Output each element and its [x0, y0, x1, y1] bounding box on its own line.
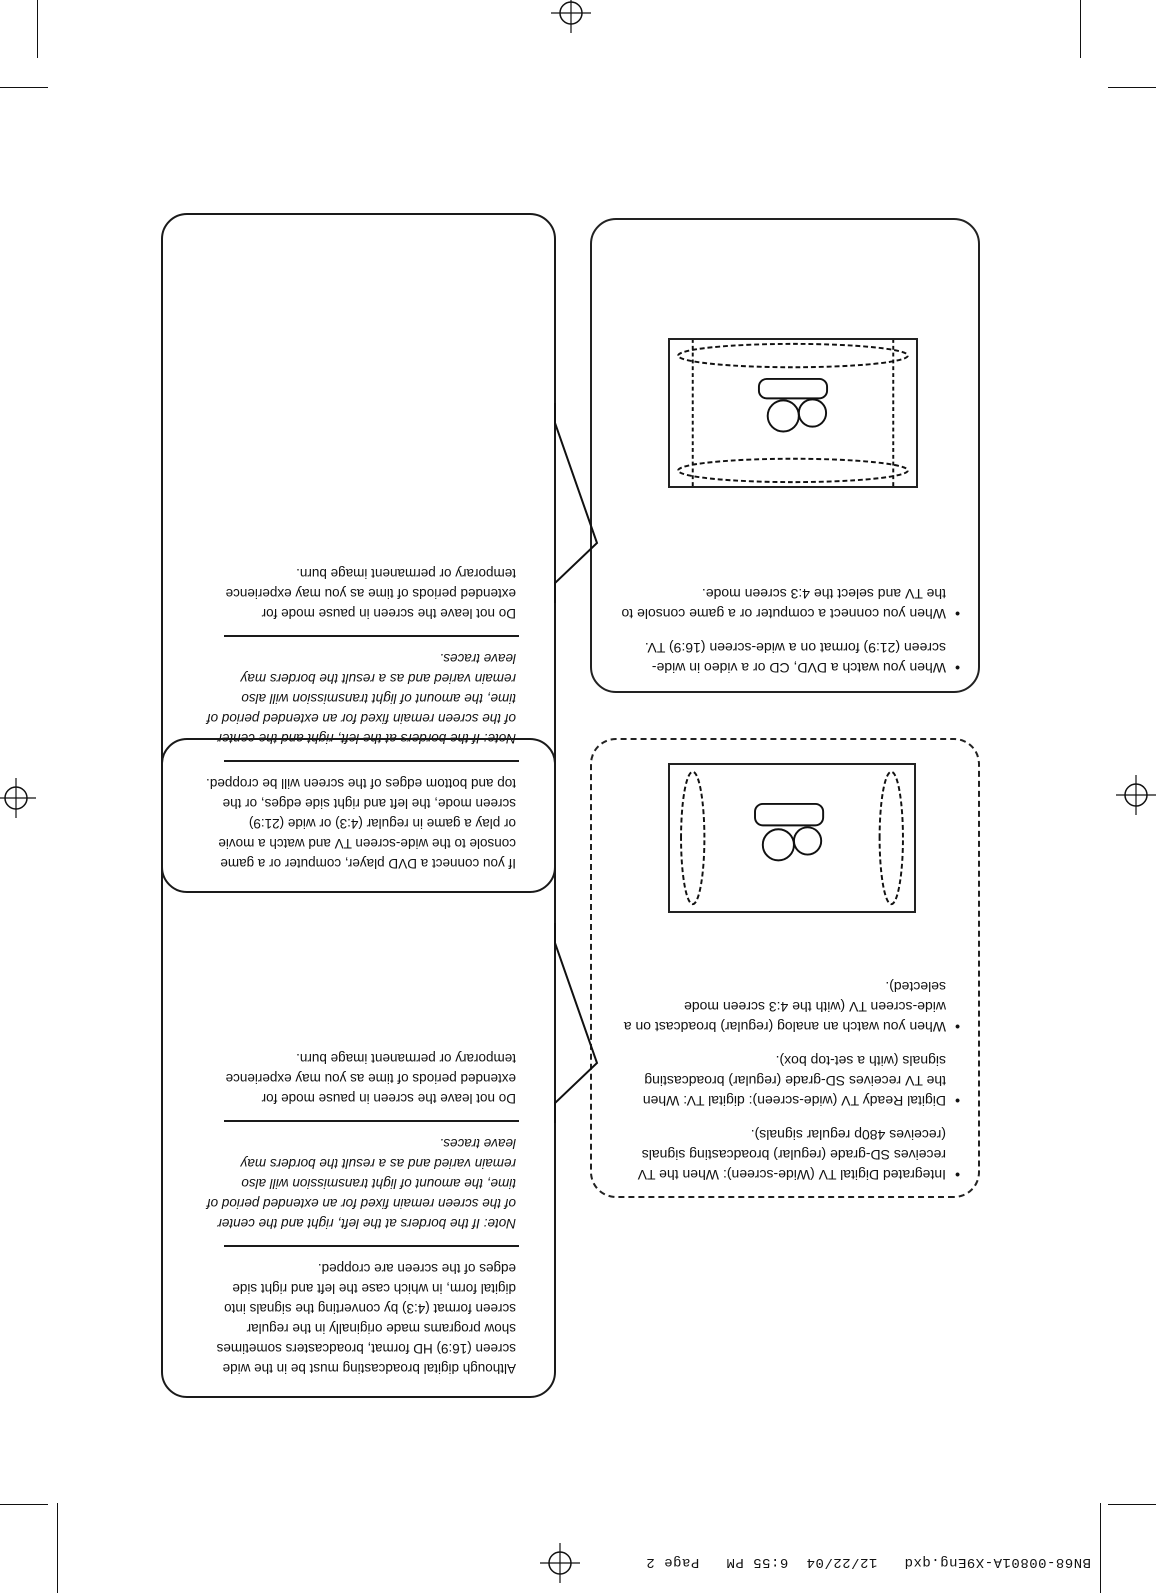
note-intro: If you connect a DVD player, computer or a game console to the wide-screen TV and watch a movie or play a game in regular (4:3) or wide (21:9) screen mode, the left and right side edges, or the top and bottom edges of the screen will be cropped. — [206, 776, 516, 871]
registration-mark-icon — [0, 778, 36, 818]
bullet-dot-icon: • — [955, 1019, 960, 1035]
callout-pointer-icon — [551, 923, 601, 1123]
crop-mark — [0, 87, 48, 88]
bullet-item — [620, 1125, 960, 1185]
footer-time: 6:55 PM — [726, 1554, 789, 1570]
tv-illustration-letterbox — [668, 338, 918, 488]
crop-mark — [37, 0, 38, 58]
bullet-list-top — [620, 570, 960, 678]
bullet-item — [620, 1051, 960, 1111]
note-intro: Although digital broadcasting must be in the wide screen (16:9) HD format, broadcasters sometimes show programs made originally in the regular screen format (4:3) by converting the signals into digital form, in which case the left and right side edges of the screen are cropped. — [216, 1261, 516, 1376]
crop-mark — [1080, 0, 1081, 58]
footer-job: BN68-00801A-X9Eng.qxd — [904, 1554, 1091, 1570]
callout-pointer-icon — [551, 403, 601, 603]
bullet-dot-icon: • — [955, 660, 960, 676]
note-warning: Do not leave the screen in pause mode for extended periods of time as you may experience temporary or permanent image burn. — [225, 566, 516, 621]
note-warning: Do not leave the screen in pause mode for extended periods of time as you may experience temporary or permanent image burn. — [225, 1051, 516, 1106]
divider — [224, 635, 519, 637]
crop-mark — [1108, 87, 1156, 88]
divider — [224, 1245, 519, 1247]
bullet-dot-icon: • — [955, 606, 960, 622]
registration-mark-icon — [540, 1543, 580, 1583]
registration-mark-icon — [551, 0, 591, 33]
footer-page-number: 2 — [645, 1554, 655, 1570]
bullet-text: When you connect a computer or a game console to the TV and select the 4:3 screen mode. — [621, 586, 946, 622]
crop-mark — [1108, 1504, 1156, 1505]
bullet-text: When you watch a DVD, CD or a video in wide-screen (21:9) format on a wide-screen (16:9) TV. — [644, 640, 946, 676]
bullet-text: Digital Ready TV (wide-screen): digital TV: When the TV receives SD-grade (regular) broadcasting signals (with a set-top box). — [642, 1053, 946, 1109]
bullet-dot-icon: • — [955, 1093, 960, 1109]
bullet-item — [620, 977, 960, 1037]
tv-letterbox-icon — [670, 340, 916, 486]
footer-page-label: Page — [663, 1554, 700, 1570]
crop-mark — [57, 1503, 58, 1593]
bullet-dot-icon: • — [955, 1167, 960, 1183]
crop-mark — [0, 1504, 48, 1505]
divider — [224, 1120, 519, 1122]
registration-mark-icon — [1116, 775, 1156, 815]
crop-mark — [1100, 1503, 1101, 1593]
bullet-text: Integrated Digital TV (Wide-screen): When the TV receives SD-grade (regular) broadcasting signals (receives 480p regular signals). — [637, 1127, 946, 1183]
note-italic: Note: If the borders at the left, right and the center of the screen remain fixed for an extended period of time, the amount of light transmission will also remain varied and as a result the borders may leave traces. — [206, 1136, 516, 1231]
footer-slug — [646, 1554, 1091, 1570]
note-italic: Note: If the borders at the left, right and the center of the screen remain fixed for an extended period of time, the amount of light transmission will also remain varied and as a result the borders may leave traces. — [206, 651, 516, 746]
footer-date: 12/22/04 — [806, 1554, 878, 1570]
bullet-item — [620, 638, 960, 678]
note-column-bottom — [206, 1048, 516, 1378]
bullet-list-bottom — [620, 963, 960, 1185]
tv-illustration-pillarbox — [668, 763, 916, 913]
tv-pillarbox-icon — [670, 765, 914, 911]
bullet-text: When you watch an analog (regular) broadcast on a wide-screen TV (with the 4:3 screen mode selected). — [623, 979, 946, 1035]
bullet-item — [620, 584, 960, 624]
